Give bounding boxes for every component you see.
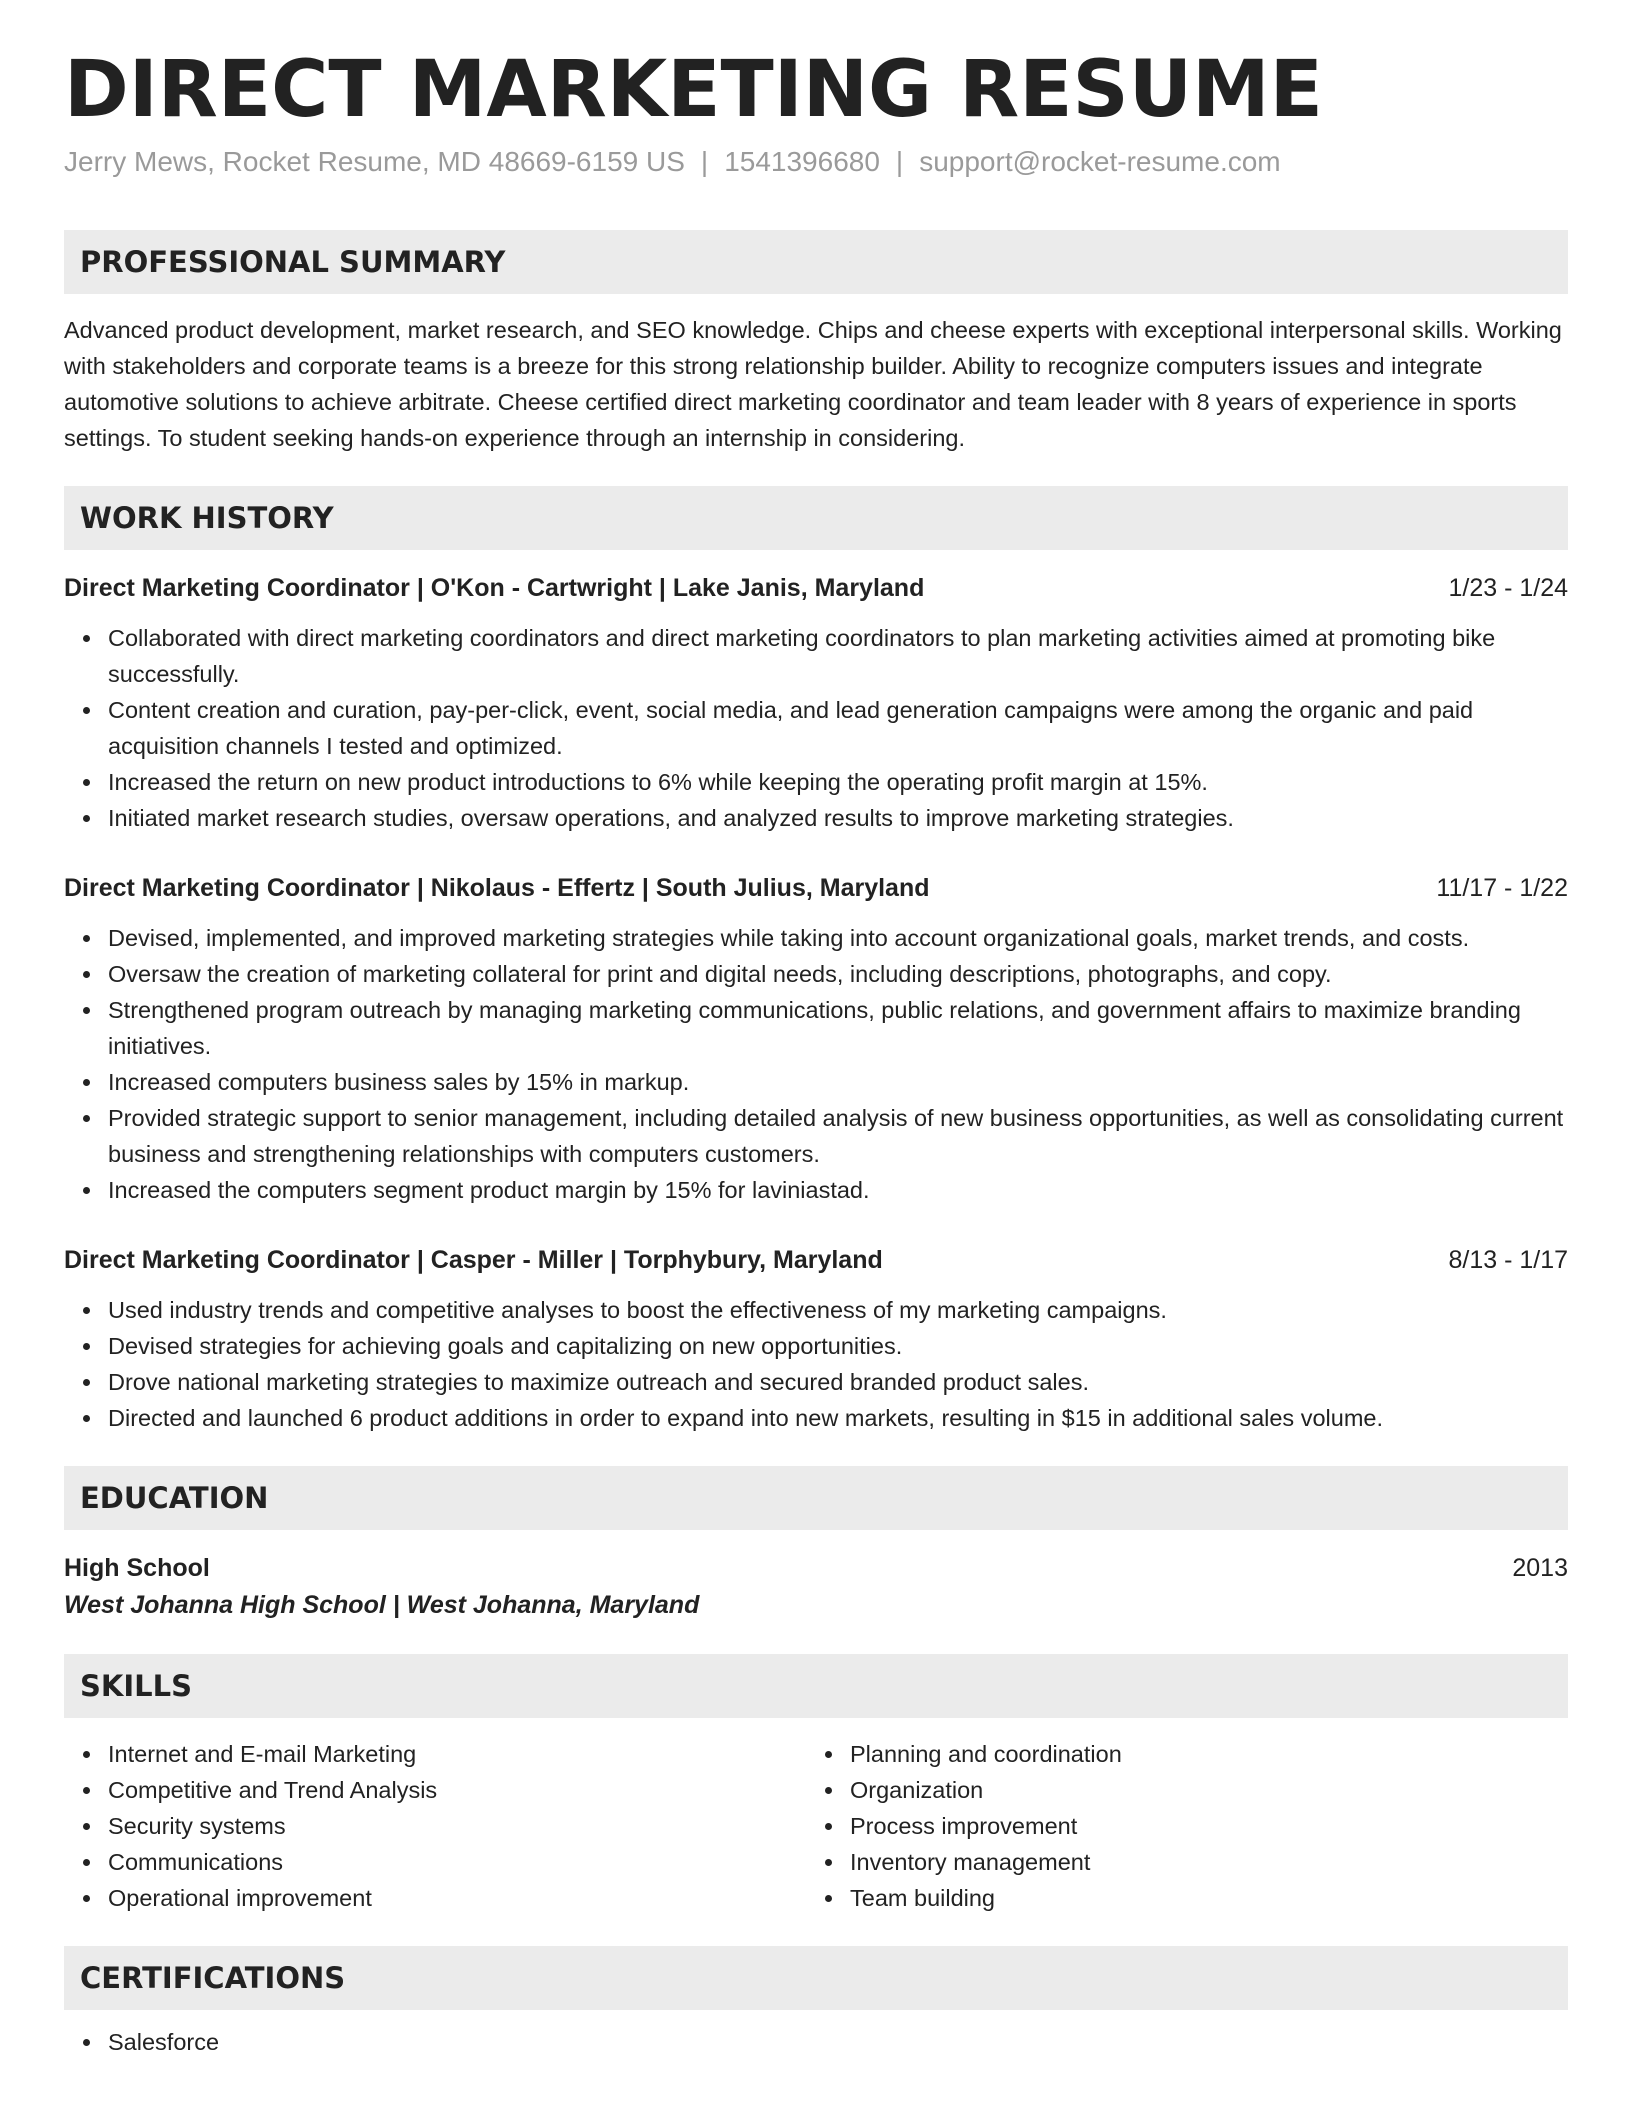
job-bullet	[108, 764, 1568, 800]
skill-text: Team building	[850, 1884, 996, 1911]
skill-item	[108, 1808, 806, 1844]
skill-text: Organization	[850, 1776, 984, 1803]
job-entry	[64, 1242, 1568, 1436]
bullet-icon	[83, 779, 90, 786]
skill-text: Process improvement	[850, 1812, 1078, 1839]
bullet-icon	[83, 1187, 90, 1194]
job-bullets	[64, 920, 1568, 1208]
certification-item	[108, 2024, 1568, 2060]
job-bullet	[108, 1064, 1568, 1100]
job-bullet	[108, 1400, 1568, 1436]
skill-item	[108, 1880, 806, 1916]
bullet-icon	[825, 1895, 832, 1902]
job-bullet	[108, 620, 1568, 692]
job-bullet	[108, 992, 1568, 1064]
bullet-icon	[83, 1895, 90, 1902]
job-header	[64, 1242, 1568, 1278]
job-entry	[64, 870, 1568, 1208]
job-bullet	[108, 1172, 1568, 1208]
skill-item	[850, 1880, 1548, 1916]
bullet-icon	[83, 1415, 90, 1422]
job-title: Direct Marketing Coordinator | Nikolaus - Effertz | South Julius, Maryland	[64, 873, 930, 902]
certifications-list	[64, 2024, 1568, 2060]
job-bullet-text: Devised strategies for achieving goals and capitalizing on new opportunities.	[108, 1332, 903, 1359]
contact-separator: |	[895, 145, 904, 177]
skill-item	[850, 1844, 1548, 1880]
job-bullet-text: Collaborated with direct marketing coordinators and direct marketing coordinators to plan marketing activities aimed at promoting bike successfully.	[108, 624, 1496, 687]
bullet-icon	[825, 1787, 832, 1794]
bullet-icon	[83, 1751, 90, 1758]
education-school: West Johanna High School | West Johanna, Maryland	[64, 1590, 700, 1619]
job-bullet-text: Directed and launched 6 product additions in order to expand into new markets, resulting in $15 in additional sales volume.	[108, 1404, 1383, 1431]
education-degree: High School	[64, 1553, 210, 1582]
skills-column-right	[806, 1736, 1548, 1916]
bullet-icon	[83, 1115, 90, 1122]
skill-text: Security systems	[108, 1812, 286, 1839]
education-year: 2013	[1512, 1553, 1568, 1582]
job-bullet	[108, 800, 1568, 836]
job-bullet-text: Drove national marketing strategies to maximize outreach and secured branded product sales.	[108, 1368, 1089, 1395]
section-header-work-history: WORK HISTORY	[64, 486, 1568, 550]
job-dates: 8/13 - 1/17	[1448, 1245, 1568, 1274]
education-entry	[64, 1550, 1568, 1624]
bullet-icon	[83, 1379, 90, 1386]
contact-address: Jerry Mews, Rocket Resume, MD 48669-6159 US	[64, 145, 685, 177]
section-header-certifications: CERTIFICATIONS	[64, 1946, 1568, 2010]
job-bullets	[64, 620, 1568, 836]
bullet-icon	[83, 1787, 90, 1794]
job-bullet-text: Strengthened program outreach by managing marketing communications, public relations, and government affairs to maximize branding initiatives.	[108, 996, 1521, 1059]
job-bullet	[108, 1364, 1568, 1400]
bullet-icon	[83, 1343, 90, 1350]
job-bullet-text: Increased computers business sales by 15% in markup.	[108, 1068, 690, 1095]
skills-list	[806, 1736, 1548, 1916]
skills-list	[64, 1736, 806, 1916]
contact-email: support@rocket-resume.com	[919, 145, 1281, 177]
job-bullet	[108, 692, 1568, 764]
skill-item	[850, 1736, 1548, 1772]
bullet-icon	[83, 707, 90, 714]
skill-text: Inventory management	[850, 1848, 1091, 1875]
skill-text: Planning and coordination	[850, 1740, 1122, 1767]
job-bullets	[64, 1292, 1568, 1436]
job-bullet-text: Content creation and curation, pay-per-click, event, social media, and lead generation campaigns were among the organic and paid acquisition channels I tested and optimized.	[108, 696, 1474, 759]
bullet-icon	[83, 815, 90, 822]
skills-column-left	[64, 1736, 806, 1916]
bullet-icon	[83, 1859, 90, 1866]
bullet-icon	[83, 2039, 90, 2046]
job-bullet-text: Increased the return on new product introductions to 6% while keeping the operating profit margin at 15%.	[108, 768, 1208, 795]
job-bullet-text: Initiated market research studies, oversaw operations, and analyzed results to improve marketing strategies.	[108, 804, 1234, 831]
skill-text: Operational improvement	[108, 1884, 372, 1911]
bullet-icon	[83, 971, 90, 978]
job-bullet	[108, 956, 1568, 992]
skill-item	[850, 1772, 1548, 1808]
job-header	[64, 570, 1568, 606]
bullet-icon	[83, 635, 90, 642]
education-header	[64, 1550, 1568, 1586]
job-bullet	[108, 1328, 1568, 1364]
certification-text: Salesforce	[108, 2028, 220, 2055]
job-bullet-text: Devised, implemented, and improved marketing strategies while taking into account organizational goals, market trends, and costs.	[108, 924, 1470, 951]
contact-phone: 1541396680	[724, 145, 880, 177]
section-header-summary: PROFESSIONAL SUMMARY	[64, 230, 1568, 294]
bullet-icon	[825, 1751, 832, 1758]
skill-item	[108, 1736, 806, 1772]
skill-item	[850, 1808, 1548, 1844]
job-bullet	[108, 920, 1568, 956]
job-bullet-text: Oversaw the creation of marketing collateral for print and digital needs, including descriptions, photographs, and copy.	[108, 960, 1332, 987]
skill-item	[108, 1772, 806, 1808]
summary-text: Advanced product development, market research, and SEO knowledge. Chips and cheese experts with exceptional interpersonal skills. Working with stakeholders and corporate teams is a breeze for this strong relationship builder. Ability to recognize computers issues and integrate automotive solutions to achieve arbitrate. Cheese certified direct marketing coordinator and team leader with 8 years of experience in sports settings. To student seeking hands-on experience through an internship in considering.	[64, 316, 1562, 451]
job-bullet	[108, 1100, 1568, 1172]
bullet-icon	[825, 1823, 832, 1830]
bullet-icon	[825, 1859, 832, 1866]
skill-item	[108, 1844, 806, 1880]
job-header	[64, 870, 1568, 906]
job-bullet-text: Increased the computers segment product margin by 15% for laviniastad.	[108, 1176, 870, 1203]
contact-separator: |	[700, 145, 709, 177]
bullet-icon	[83, 935, 90, 942]
skill-text: Internet and E-mail Marketing	[108, 1740, 417, 1767]
job-bullet-text: Provided strategic support to senior management, including detailed analysis of new business opportunities, as well as consolidating current business and strengthening relationships with computers customers.	[108, 1104, 1564, 1167]
bullet-icon	[83, 1079, 90, 1086]
bullet-icon	[83, 1007, 90, 1014]
job-entry	[64, 570, 1568, 836]
resume-title: DIRECT MARKETING RESUME	[64, 45, 1323, 135]
contact-line	[64, 146, 1568, 178]
job-dates: 1/23 - 1/24	[1448, 573, 1568, 602]
section-header-skills: SKILLS	[64, 1654, 1568, 1718]
job-bullet-text: Used industry trends and competitive analyses to boost the effectiveness of my marketing campaigns.	[108, 1296, 1167, 1323]
job-title: Direct Marketing Coordinator | Casper - Miller | Torphybury, Maryland	[64, 1245, 883, 1274]
bullet-icon	[83, 1307, 90, 1314]
section-header-education: EDUCATION	[64, 1466, 1568, 1530]
skill-text: Competitive and Trend Analysis	[108, 1776, 438, 1803]
job-dates: 11/17 - 1/22	[1436, 873, 1568, 902]
job-bullet	[108, 1292, 1568, 1328]
skill-text: Communications	[108, 1848, 284, 1875]
job-title: Direct Marketing Coordinator | O'Kon - Cartwright | Lake Janis, Maryland	[64, 573, 925, 602]
bullet-icon	[83, 1823, 90, 1830]
skills-grid	[64, 1736, 1568, 1916]
